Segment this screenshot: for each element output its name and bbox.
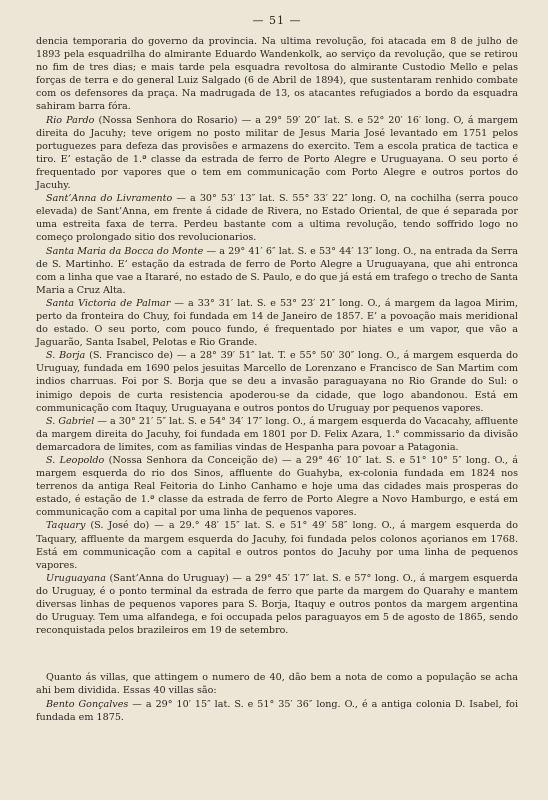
entry-uruguayana [36, 572, 518, 637]
entry-text: (S. José do) — a 29.° 48′ 15″ lat. S. e 51° 49′ 58″ long. O., á margem esquerda do Taquary, affluente da margem esquerda do Jacuhy, foi fundada pelos colonos açorianos em 1768. Está em communicação com a capital e outros pontos do Jacuhy por uma linha de pequenos vapores. [36, 520, 518, 571]
place-name: S. Gabriel [46, 415, 95, 427]
entry-bento-goncalves [36, 698, 518, 724]
place-name: S. Leopoldo [46, 455, 105, 466]
place-name: Santa Victoria de Palmar [46, 297, 171, 309]
section-gap [36, 637, 518, 671]
entry-rio-pardo [36, 114, 518, 193]
entry-santanna-do-livramento [36, 192, 518, 244]
entry-s-leopoldo [36, 454, 518, 519]
place-name: Rio Pardo [46, 114, 95, 126]
paragraph-continuation: dencia temporaria do governo da provincia. Na ultima revolução, foi atacada em 8 de julho de 1893 pela esquadrilha do almirante Eduardo Wandenkolk, ao serviço da revolução, que se retirou no fim de tres dias; e mais tarde pela esquadra revoltosa do almirante Custodio Mello e pelas forças de terra e do general Luiz Salgado (6 de Abril de 1894), que sustentaram renhido combate com os defensores da praça. Na madrugada de 13, os atacantes refugiados a bordo da esquadra sahiram barra fóra. [36, 36, 518, 113]
entry-santa-victoria [36, 297, 518, 349]
entry-text: (Sant’Anna do Uruguay) — a 29° 45′ 17″ lat. S. e 57° long. O., á margem esquerda do Uruguay, é o ponto terminal da estrada de ferro que parte da margem do Quarahy e mantem diversas linhas de pequenos vapores para S. Borja, Itaquy e outros pontos da margem argentina do Uruguay. Tem uma alfandega, e foi occupada pelos paraguayos em 5 de agosto de 1865, sendo reconquistada pelos brazileiros em 19 de setembro. [36, 572, 518, 637]
body-text [36, 35, 518, 724]
entry-s-gabriel [36, 415, 518, 454]
entry-taquary [36, 519, 518, 571]
villas-intro: Quanto ás villas, que attingem o numero de 40, dão bem a nota de como a população se acha ahi bem dividida. Essas 40 villas são: [36, 672, 518, 697]
entry-text: — a 29° 41′ 6″ lat. S. e 53° 44′ 13″ long. O., na entrada da Serra de S. Martinho. E’ estação da estrada de ferro de Porto Alegre a Uruguayana, que ahi entronca com a linha que vae a Itararé, no estado de S. Paulo, e do que já está em trafego o trecho de Santa Maria a Cruz Alta. [36, 245, 518, 296]
entry-santa-maria [36, 245, 518, 297]
place-name: Bento Gonçalves [46, 698, 129, 710]
entry-text: (S. Francisco de) — a 28° 39′ 51″ lat. T. e 55° 50′ 30″ long. O., á margem esquerda do Uruguay, fundada em 1690 pelos jesuitas Marcello de Lorenzano e Francisco de San Martim com indios charruas. Foi por S. Borja que se deu a invasão paraguayana no Rio Grande do Sul: o inimigo depois de curta resistencia apoderou-se da cidade, que logo abandonou. Está em communicação com Itaquy, Uruguayana e outros pontos do Uruguay por pequenos vapores. [36, 350, 519, 414]
entry-text: — a 33° 31′ lat. S. e 53° 23′ 21″ long. O., á margem da lagoa Mirim, perto da fronteira do Chuy, foi fundada em 14 de Janeiro de 1857. E’ a povoação mais meridional do estado. O seu porto, com pouco fundo, é frequentado por hiates e um vapor, que vão a Jaguarão, Santa Isabel, Pelotas e Rio Grande. [36, 297, 519, 349]
entry-text: — a 30° 21′ 5″ lat. S. e 54° 34′ 17″ long. O., á margem esquerda do Vacacahy, affluente da margem direita do Jacuhy, foi fundada em 1801 por D. Felix Azara, 1.° commissario da divisão demarcadora de limites, com as familias vindas de Hespanha para povoar a Patagonia. [36, 415, 518, 453]
entry-s-borja [36, 349, 518, 414]
entry-text: — a 29° 10′ 15″ lat. S. e 51° 35′ 36″ long. O., é a antiga colonia D. Isabel, foi fundada em 1875. [36, 698, 519, 723]
place-name: Uruguayana [46, 572, 106, 584]
entry-text: — a 30° 53′ 13″ lat. S. 55° 33′ 22″ long. O, na cochilha (serra pouco elevada) de Sant’Anna, em frente á cidade de Rivera, no Estado Oriental, de que é separada por uma estreita faxa de terra. Perdeu bastante com a ultima revolução, tendo soffrido logo no começo prolongado sitio dos revolucionarios. [36, 193, 518, 244]
place-name: Taquary [46, 520, 86, 532]
page-number: — 51 — [252, 14, 302, 27]
place-name: Santa Maria da Bocca do Monte [46, 245, 204, 257]
place-name: S. Borja [46, 350, 86, 362]
entry-text: (Nossa Senhora da Conceição de) — a 29° 46′ 10″ lat. S. e 51° 10° 5″ long. O., á margem esquerda do rio dos Sinos, affluente do Guahyba, ex-colonia fundada em 1824 nos terrenos da antiga Real Feitoria do Linho Canhamo e hoje uma das cidades mais prosperas do estado, é estação de 1.ª classe da estrada de ferro de Porto Alegre a Novo Hamburgo, e está em communicação com a capital por uma linha de pequenos vapores. [36, 455, 518, 519]
entry-text: (Nossa Senhora do Rosario) — a 29° 59′ 20″ lat. S. e 52° 20′ 16′ long. O, á margem direita do Jacuhy; teve origem no posto militar de Jesus Maria José levantado em 1751 pelos portuguezes para defeza das provisões e armazens do exercito. Tem a escola pratica de tactica e tiro. E’ estação de 1.ª classe da estrada de ferro de Porto Alegre e Uruguayana. O seu porto é frequentado por vapores que o tem em communicação com Porto Alegre e outros portos do Jacuhy. [36, 114, 518, 192]
place-name: Sant’Anna do Livramento [46, 193, 173, 205]
